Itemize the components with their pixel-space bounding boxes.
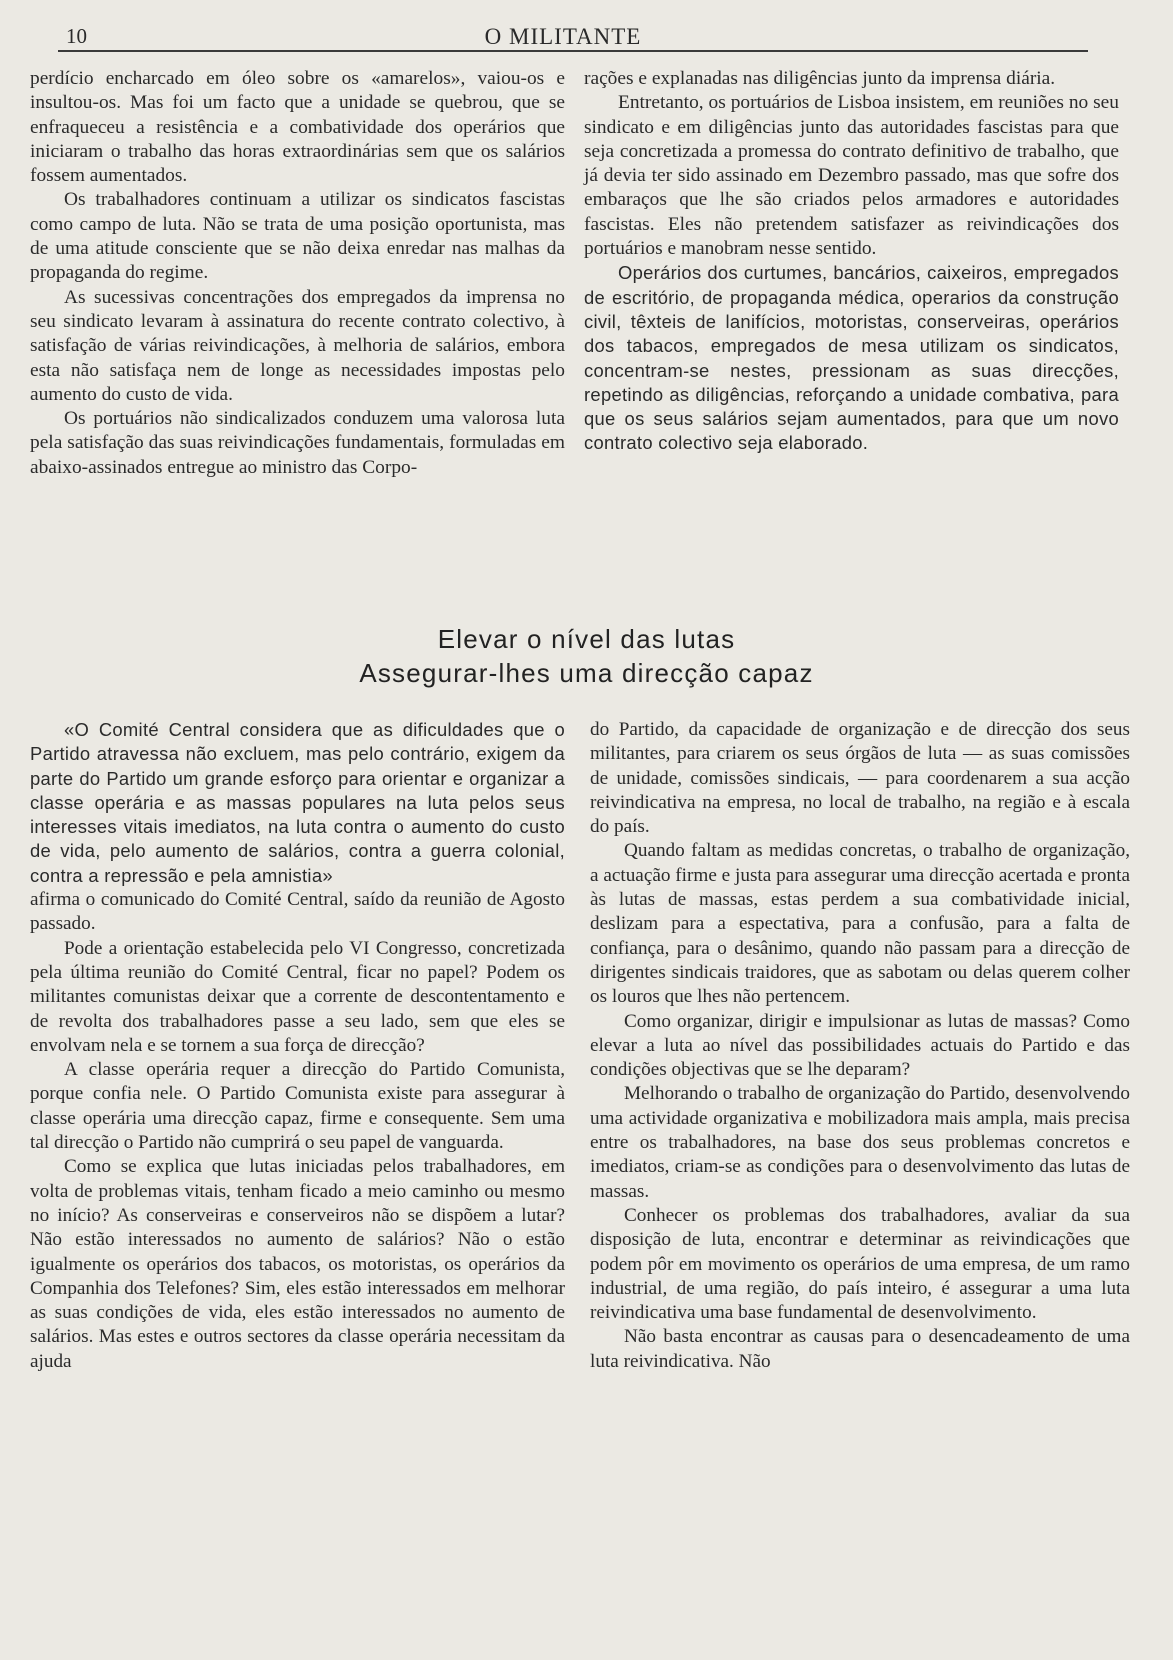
paragraph: Como organizar, dirigir e impulsionar as lutas de massas? Como elevar a luta ao nível das possibilidades actuais do Partido e das condições objectivas que se lhe deparam?	[590, 1010, 1130, 1081]
paragraph: Conhecer os problemas dos trabalhadores, avaliar da sua disposição de luta, encontrar e determinar as reivindicações que podem pôr em movimento os operários de uma empresa, de um ramo industrial, de uma região, do país inteiro, é assegurar a uma luta reivindicativa uma base fundamental de desenvolvimento.	[590, 1204, 1130, 1324]
paragraph: Entretanto, os portuários de Lisboa insistem, em reuniões no seu sindicato e em diligências junto das autoridades fascistas para que seja concretizada a promessa do contrato definitivo de trabalho, que já devia ter sido assinado em Dezembro passado, mas que sofre dos embaraços que lhe são criados pelos armadores e autoridades fascistas. Eles não pretendem satisfazer as reivindicações dos portuários e manobram nesse sentido.	[584, 92, 1119, 260]
paragraph: Melhorando o trabalho de organização do Partido, desenvolvendo uma actividade organizativa e mobilizadora mais ampla, mais precisa entre os trabalhadores, na base dos seus problemas concretos e imediatos, criam-se as condições para o desenvolvimento das lutas de massas.	[590, 1083, 1130, 1202]
paragraph: do Partido, da capacidade de organização e de direcção dos seus militantes, para criarem os seus órgãos de luta — as suas comissões de unidade, comissões sindicais, — para coordenarem a sua acção reivindicativa na empresa, no local de trabalho, na região e à escala do país.	[590, 719, 1130, 838]
paragraph: Como se explica que lutas iniciadas pelos trabalhadores, em volta de problemas vitais, tenham ficado a meio caminho ou mesmo no início? As conserveiras e conserveiros não se dispõem a lutar? Não estão interessados no aumento de salários? Não o estão igualmente os operários dos tabacos, os motoristas, os operários da Companhia dos Telefones? Sim, eles estão interessados em melhorar as suas condições de vida, eles estão interessados no aumento de salários. Mas estes e outros sectores da classe operária necessitam da ajuda	[30, 1156, 565, 1372]
page-number: 10	[66, 24, 87, 48]
paragraph: Pode a orientação estabelecida pelo VI Congresso, concretizada pela última reunião do Comité Central, ficar no papel? Podem os militantes comunistas deixar que a corrente de descontentamento e de revolta dos trabalhadores passe a seu lado, sem que eles se envolvam nela e se tornem a sua força de direcção?	[30, 937, 565, 1056]
paragraph: «O Comité Central considera que as dificuldades que o Partido atravessa não excluem, mas pelo contrário, exigem da parte do Partido um grande esforço para orientar e organizar a classe operária e as massas populares na luta pelos seus interesses vitais imediatos, na luta contra o aumento do custo de vida, pelo aumento de salários, contra a guerra colonial, contra a repressão e pela amnistia»	[30, 719, 565, 886]
page-header	[28, 22, 1098, 52]
paragraph: afirma o comunicado do Comité Central, saído da reunião de Agosto passado.	[30, 889, 565, 935]
paragraph: A classe operária requer a direcção do Partido Comunista, porque confia nele. O Partido Comunista existe para assegurar à classe operária uma direcção capaz, firme e consequente. Sem uma tal direcção o Partido não cumprirá o seu papel de vanguarda.	[30, 1059, 565, 1154]
paragraph: Os trabalhadores continuam a utilizar os sindicatos fascistas como campo de luta. Não se trata de uma posição oportunista, mas de uma atitude consciente que se não deixa enredar nas malhas da propaganda do regime.	[30, 189, 565, 284]
paragraph: Operários dos curtumes, bancários, caixeiros, empregados de escritório, de propaganda médica, operarios da construção civil, têxteis de lanifícios, motoristas, conserveiras, operários dos tabacos, empregados de mesa utilizam os sindicatos, concentram-se nestes, pressionam as suas direcções, repetindo as diligências, reforçando a unidade combativa, para que os seus salários sejam aumentados, para que um novo contrato colectivo seja elaborado.	[584, 262, 1119, 454]
paragraph: Não basta encontrar as causas para o desencadeamento de uma luta reivindicativa. Não	[590, 1326, 1130, 1372]
paragraph: perdício encharcado em óleo sobre os «amarelos», vaiou-os e insultou-os. Mas foi um facto que a unidade se quebrou, que se enfraqueceu a resistência e a combatividade dos operários que iniciaram o trabalho das horas extraordinárias sem que os salários fossem aumentados.	[30, 68, 565, 187]
top-right-column	[584, 67, 1119, 456]
paragraph: As sucessivas concentrações dos empregados da imprensa no seu sindicato levaram à assinatura do recente contrato colectivo, à satisfação de várias reivindicações, à melhoria de salários, embora esta não satisfaça nem de longe as necessidades impostas pelo aumento do custo de vida.	[30, 286, 565, 405]
top-left-column	[30, 67, 565, 480]
paragraph: Quando faltam as medidas concretas, o trabalho de organização, a actuação firme e justa para assegurar uma direcção acertada e pronta às lutas de massas, estas perdem a sua combatividade inicial, deslizam para a espectativa, para a confusão, para a falta de confiança, para o desânimo, quando não passam para a direcção de dirigentes sindicais traidores, que as sabotam ou delas querem colher os louros que lhes não pertencem.	[590, 840, 1130, 1008]
bottom-right-column	[590, 718, 1130, 1374]
paragraph: Os portuários não sindicalizados conduzem uma valorosa luta pela satisfação das suas reivindicações fundamentais, formuladas em abaixo-assinados entregue ao ministro das Corpo-	[30, 408, 565, 478]
header-rule	[58, 50, 1088, 52]
bottom-left-column	[30, 718, 565, 1374]
section-headline-line2: Assegurar-lhes uma direcção capaz	[359, 658, 814, 688]
publication-title: O MILITANTE	[484, 24, 642, 49]
section-headline-line1: Elevar o nível das lutas	[437, 624, 736, 654]
paragraph: rações e explanadas nas diligências junto da imprensa diária.	[584, 68, 1056, 89]
